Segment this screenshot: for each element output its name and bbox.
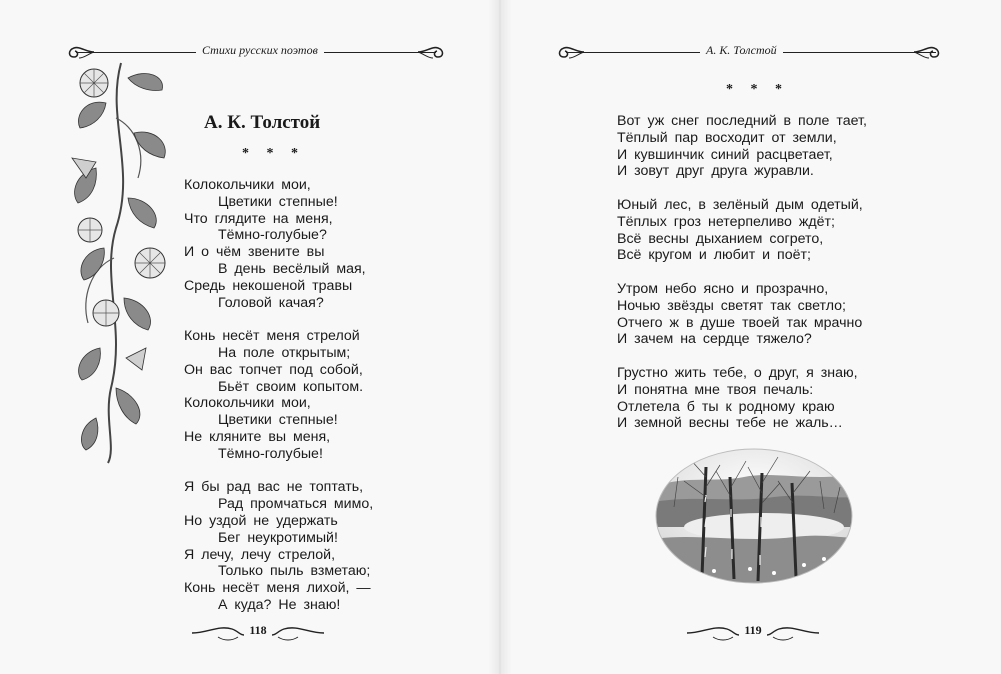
poem-line: И о чём звените вы — [184, 244, 325, 261]
poem-text — [184, 177, 373, 614]
poem-line: Но уздой не удержать — [184, 512, 338, 529]
poem-line: Не кляните вы меня, — [184, 428, 331, 445]
morning-glory-vine-illustration — [66, 58, 176, 468]
book-gutter — [488, 0, 512, 674]
poem-separator-stars: * * * — [726, 82, 789, 97]
poem-line: Цветики степные! — [218, 412, 338, 429]
page-footer — [188, 619, 328, 645]
poem-line: Я бы рад вас не топтать, — [184, 479, 364, 496]
poem-line: Ночью звёзды светят так светло; — [617, 297, 846, 314]
poem-line: И зачем на сердце тяжело? — [617, 331, 812, 348]
poem-line: И земной весны тебе не жаль… — [617, 415, 843, 432]
poem-line: Тёплый пар восходит от земли, — [617, 129, 837, 146]
poem-line: Вот уж снег последний в поле тает, — [617, 113, 867, 129]
poem-line: Средь некошеной травы — [184, 277, 353, 294]
stanza-break — [617, 180, 867, 197]
poem-line: Грустно жить тебе, о друг, я знаю, — [617, 364, 858, 381]
poem-line: Тёмно-голубые! — [218, 445, 323, 462]
poem-line: Бег неукротимый! — [218, 529, 338, 546]
stanza-break — [184, 311, 373, 328]
poem-line: Утром небо ясно и прозрачно, — [617, 280, 829, 297]
poem-line: Я лечу, лечу стрелой, — [184, 546, 336, 563]
poem-line: А куда? Не знаю! — [218, 596, 341, 613]
poem-line: Отчего ж в душе твоей так мрачно — [617, 314, 863, 331]
left-page — [0, 0, 500, 674]
poem-line: На поле открытым; — [218, 344, 351, 361]
flourish-icon — [416, 40, 448, 62]
poem-line: Всё кругом и любит и поёт; — [617, 247, 811, 264]
page-footer — [683, 619, 823, 645]
poem-line: Конь несёт меня стрелой — [184, 328, 360, 345]
poem-line: Цветики степные! — [218, 193, 338, 210]
poem-line: Только пыль взметаю; — [218, 563, 371, 580]
stanza-break — [617, 264, 867, 281]
poem-line: В день весёлый мая, — [218, 260, 366, 277]
running-head: А. К. Толстой — [700, 43, 783, 58]
poem-line: И зовут друг друга журавли. — [617, 163, 814, 180]
flourish-icon — [912, 40, 944, 62]
poem-line: Отлетела б ты к родному краю — [617, 398, 835, 415]
poem-separator-stars: * * * — [242, 146, 305, 161]
stanza-break — [184, 463, 373, 480]
poem-line: Бьёт своим копытом. — [218, 378, 364, 395]
running-head: Стихи русских поэтов — [196, 43, 324, 58]
poem-line: И кувшинчик синий расцветает, — [617, 146, 833, 163]
poem-text — [617, 113, 867, 432]
poem-line: Тёплых гроз нетерпеливо ждёт; — [617, 213, 835, 230]
poem-line: Всё весны дыханием согрето, — [617, 230, 824, 247]
poem-line: Головой качая? — [218, 294, 324, 311]
poem-line: Тёмно-голубые? — [218, 227, 327, 244]
page-number: 118 — [249, 623, 267, 637]
spring-birch-landscape-illustration — [654, 447, 854, 585]
poem-line: И понятна мне твоя печаль: — [617, 381, 814, 398]
stanza-break — [617, 348, 867, 365]
page-number: 119 — [744, 623, 762, 637]
poem-line: Он вас топчет под собой, — [184, 361, 363, 378]
poem-line: Колокольчики мои, — [184, 177, 311, 193]
poem-line: Колокольчики мои, — [184, 395, 311, 412]
poem-line: Рад промчаться мимо, — [218, 496, 374, 513]
poem-author-title: А. К. Толстой — [204, 112, 321, 133]
poem-line: Что глядите на меня, — [184, 210, 333, 227]
flourish-icon — [554, 40, 586, 62]
poem-line: Конь несёт меня лихой, — — [184, 580, 371, 597]
poem-line: Юный лес, в зелёный дым одетый, — [617, 196, 863, 213]
